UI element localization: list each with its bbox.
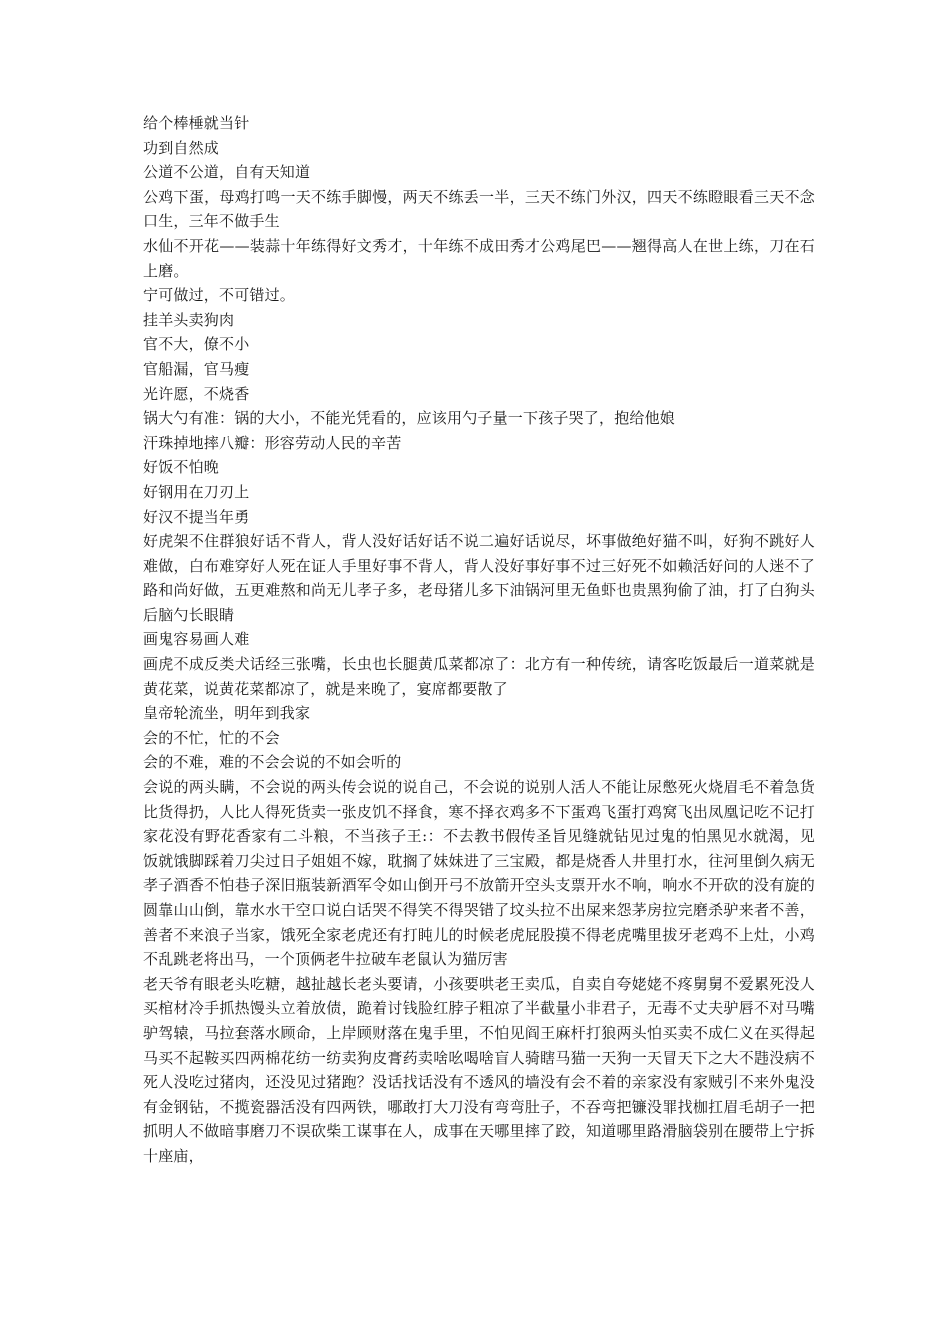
text-paragraph: 水仙不开花——装蒜十年练得好文秀才，十年练不成田秀才公鸡尾巴——翘得高人在世上练，刀在石上磨。: [143, 236, 815, 280]
text-line: 官船漏，官马瘦: [143, 359, 250, 378]
text-line: 汗珠掉地摔八瓣：形容劳动人民的辛苦: [143, 433, 402, 452]
text-line: 会的不难，难的不会会说的不如会听的: [143, 753, 402, 772]
text-paragraph: 会说的两头瞒，不会说的两头传会说的说自己，不会说的说别人活人不能让尿憋死火烧眉毛不着急货比货得扔，人比人得死货卖一张皮饥不择食，寒不择衣鸡多不下蛋鸡飞蛋打鸡窝飞出凤凰记吃不记打家花没有野花香家有二斗粮，不当孩子王:：不去教书假传圣旨见缝就钻见过鬼的怕黑见水就渴，见饭就饿脚踩着刀尖过日子姐姐不嫁，耽搁了妹妹进了三宝殿，都是烧香人井里打水，往河里倒久病无孝子酒香不怕巷子深旧瓶装新酒军令如山倒开弓不放箭开空头支票开水不响，响水不开砍的没有旋的圆靠山山倒，靠水水干空口说白话哭不得笑不得哭错了坟头拉不出屎来怨茅房拉完磨杀驴来者不善，善者不来浪子当家，饿死全家老虎还有打盹儿的时候老虎屁股摸不得老虎嘴里拔牙老鸡不上灶，小鸡不乱跳老将出马，一个顶俩老牛拉破车老鼠认为猫厉害: [143, 778, 815, 969]
text-line: 锅大勺有准：锅的大小，不能光凭看的，应该用勺子量一下孩子哭了，抱给他娘: [143, 409, 676, 428]
text-paragraph: 老天爷有眼老头吃糖，越扯越长老头要请，小孩要哄老王卖瓜，自卖自夸姥姥不疼舅舅不爱累死没人买棺材冷手抓热馒头立着放债，跪着讨钱脸红脖子粗凉了半截量小非君子，无毒不丈夫驴唇不对马嘴驴驾辕，马拉套落水顾命，上岸顾财落在鬼手里，不怕见阎王麻杆打狼两头怕买卖不成仁义在买得起马买不起鞍买四两棉花纺一纺卖狗皮膏药卖啥吆喝啥盲人骑瞎马猫一天狗一天冒天下之大不韪没病不死人没吃过猪肉，还没见过猪跑？没话找话没有不透风的墙没有会不着的亲家没有家贼引不来外鬼没有金钢钻，不揽瓷器活没有四两铁，哪敢打大刀没有弯弯肚子，不吞弯把镰没罪找枷扛眉毛胡子一把抓明人不做暗事磨刀不误砍柴工谋事在人，成事在天哪里摔了跤，知道哪里路滑脑袋别在腰带上宁拆十座庙，: [143, 974, 815, 1165]
text-paragraph: 画虎不成反类犬话经三张嘴，长虫也长腿黄瓜菜都凉了：北方有一种传统，请客吃饭最后一道菜就是黄花菜，说黄花菜都凉了，就是来晚了，宴席都要散了: [143, 655, 815, 698]
text-line: 给个棒棰就当针: [143, 114, 250, 132]
text-line: 光许愿，不烧香: [143, 384, 250, 403]
text-line: 挂羊头卖狗肉: [143, 310, 235, 329]
text-line: 好饭不怕晚: [143, 458, 220, 477]
text-paragraph: 公鸡下蛋，母鸡打鸣一天不练手脚慢，两天不练丢一半，三天不练门外汉，四天不练瞪眼看三天不念口生，三年不做手生: [143, 187, 815, 231]
text-line: 好钢用在刀刃上: [143, 482, 250, 501]
text-line: 官不大，僚不小: [143, 335, 250, 354]
document-body: [143, 111, 815, 1169]
text-line: 功到自然成: [143, 138, 220, 157]
text-line: 好汉不提当年勇: [143, 507, 250, 526]
text-line: 皇帝轮流坐，明年到我家: [143, 704, 311, 723]
text-line: 画鬼容易画人难: [143, 630, 250, 649]
text-paragraph: 好虎架不住群狼好话不背人，背人没好话好话不说二遍好话说尽，坏事做绝好猫不叫，好狗不跳好人难做，白布难穿好人死在证人手里好事不背人，背人没好事好事不过三好死不如赖活好问的人迷不了路和尚好做，五更难熬和尚无儿孝子多，老母猪儿多下油锅河里无鱼虾也贵黑狗偷了油，打了白狗头后脑勺长眼睛: [143, 532, 815, 624]
text-line: 公道不公道，自有天知道: [143, 163, 311, 182]
text-line: 会的不忙，忙的不会: [143, 728, 280, 747]
text-line: 宁可做过，不可错过。: [143, 286, 296, 305]
